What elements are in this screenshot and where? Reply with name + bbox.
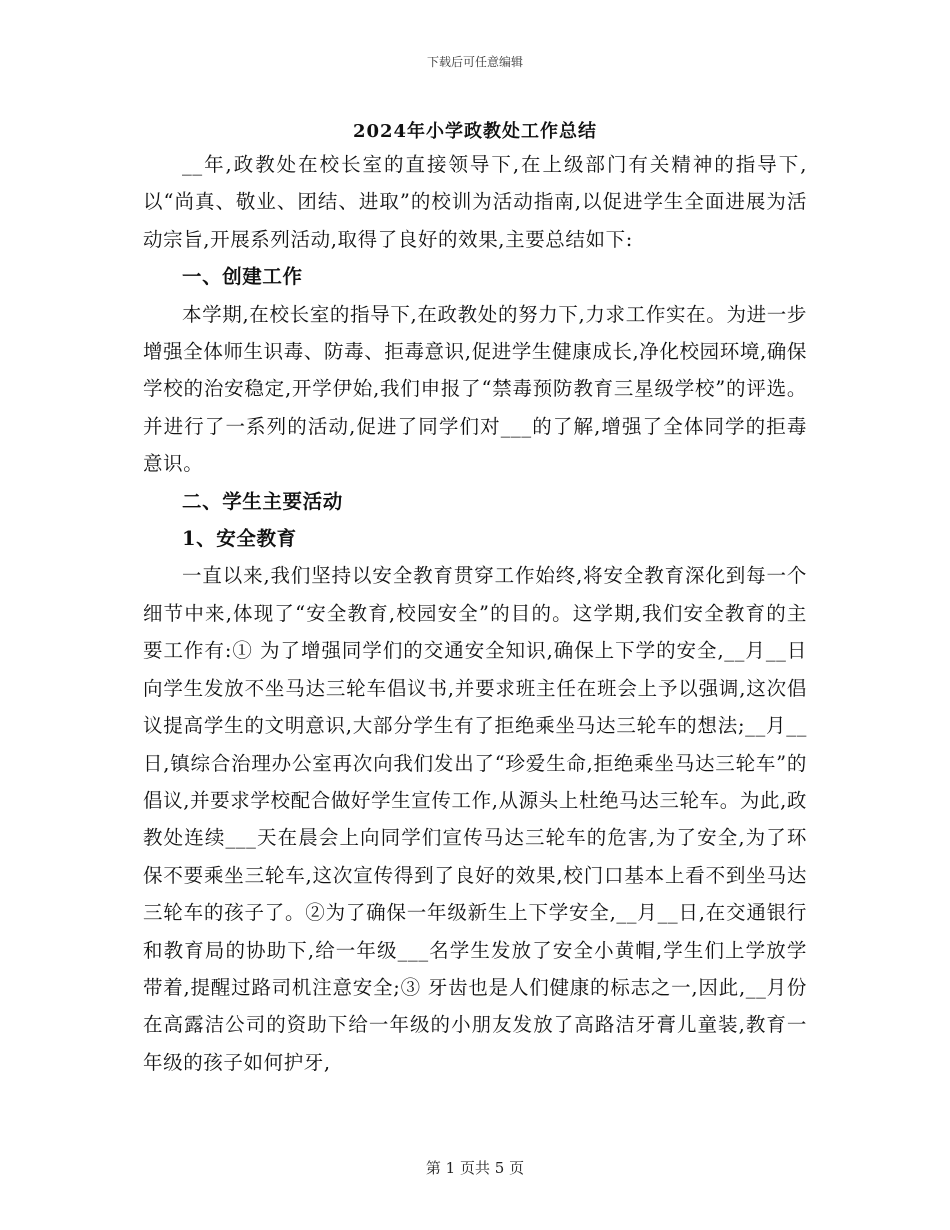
section-heading-creation-work: 一、创建工作	[182, 265, 303, 289]
header-note: 下载后可任意编辑	[426, 55, 523, 69]
page-footer: 第 1 页共 5 页	[425, 1159, 525, 1177]
intro-paragraph: __年,政教处在校长室的直接领导下,在上级部门有关精神的指导下,以“尚真、敬业、团结、进取”的校训为活动指南,以促进学生全面进展为活动宗旨,开展系列活动,取得了良好的效果,主要总结如下:	[143, 153, 807, 251]
section-heading-student-activities: 二、学生主要活动	[182, 489, 343, 513]
document-body	[143, 146, 807, 1081]
document-title: 2024年小学政教处工作总结	[352, 121, 598, 142]
safety-education-paragraph: 一直以来,我们坚持以安全教育贯穿工作始终,将安全教育深化到每一个细节中来,体现了“安全教育,校园安全”的目的。这学期,我们安全教育的主要工作有:① 为了增强同学们的交通安全知识,确保上下学的安全,__月__日向学生发放不坐马达三轮车倡议书,并要求班主任在班会上予以强调,这次倡议提高学生的文明意识,大部分学生有了拒绝乘坐马达三轮车的想法;__月__日,镇综合治理办公室再次向我们发出了“珍爱生命,拒绝乘坐马达三轮车”的倡议,并要求学校配合做好学生宣传工作,从源头上杜绝马达三轮车。为此,政教处连续___天在晨会上向同学们宣传马达三轮车的危害,为了安全,为了环保不要乘坐三轮车,这次宣传得到了良好的效果,校门口基本上看不到坐马达三轮车的孩子了。②为了确保一年级新生上下学安全,__月__日,在交通银行和教育局的协助下,给一年级___名学生发放了安全小黄帽,学生们上学放学带着,提醒过路司机注意安全;③ 牙齿也是人们健康的标志之一,因此,__月份在高露洁公司的资助下给一年级的小朋友发放了高路洁牙膏儿童装,教育一年级的孩子如何护牙,	[143, 564, 807, 1074]
subsection-heading-safety-education: 1、安全教育	[182, 527, 297, 551]
creation-work-paragraph: 本学期,在校长室的指导下,在政教处的努力下,力求工作实在。为进一步增强全体师生识毒、防毒、拒毒意识,促进学生健康成长,净化校园环境,确保学校的治安稳定,开学伊始,我们申报了“禁毒预防教育三星级学校”的评选。并进行了一系列的活动,促进了同学们对___的了解,增强了全体同学的拒毒意识。	[143, 302, 807, 476]
